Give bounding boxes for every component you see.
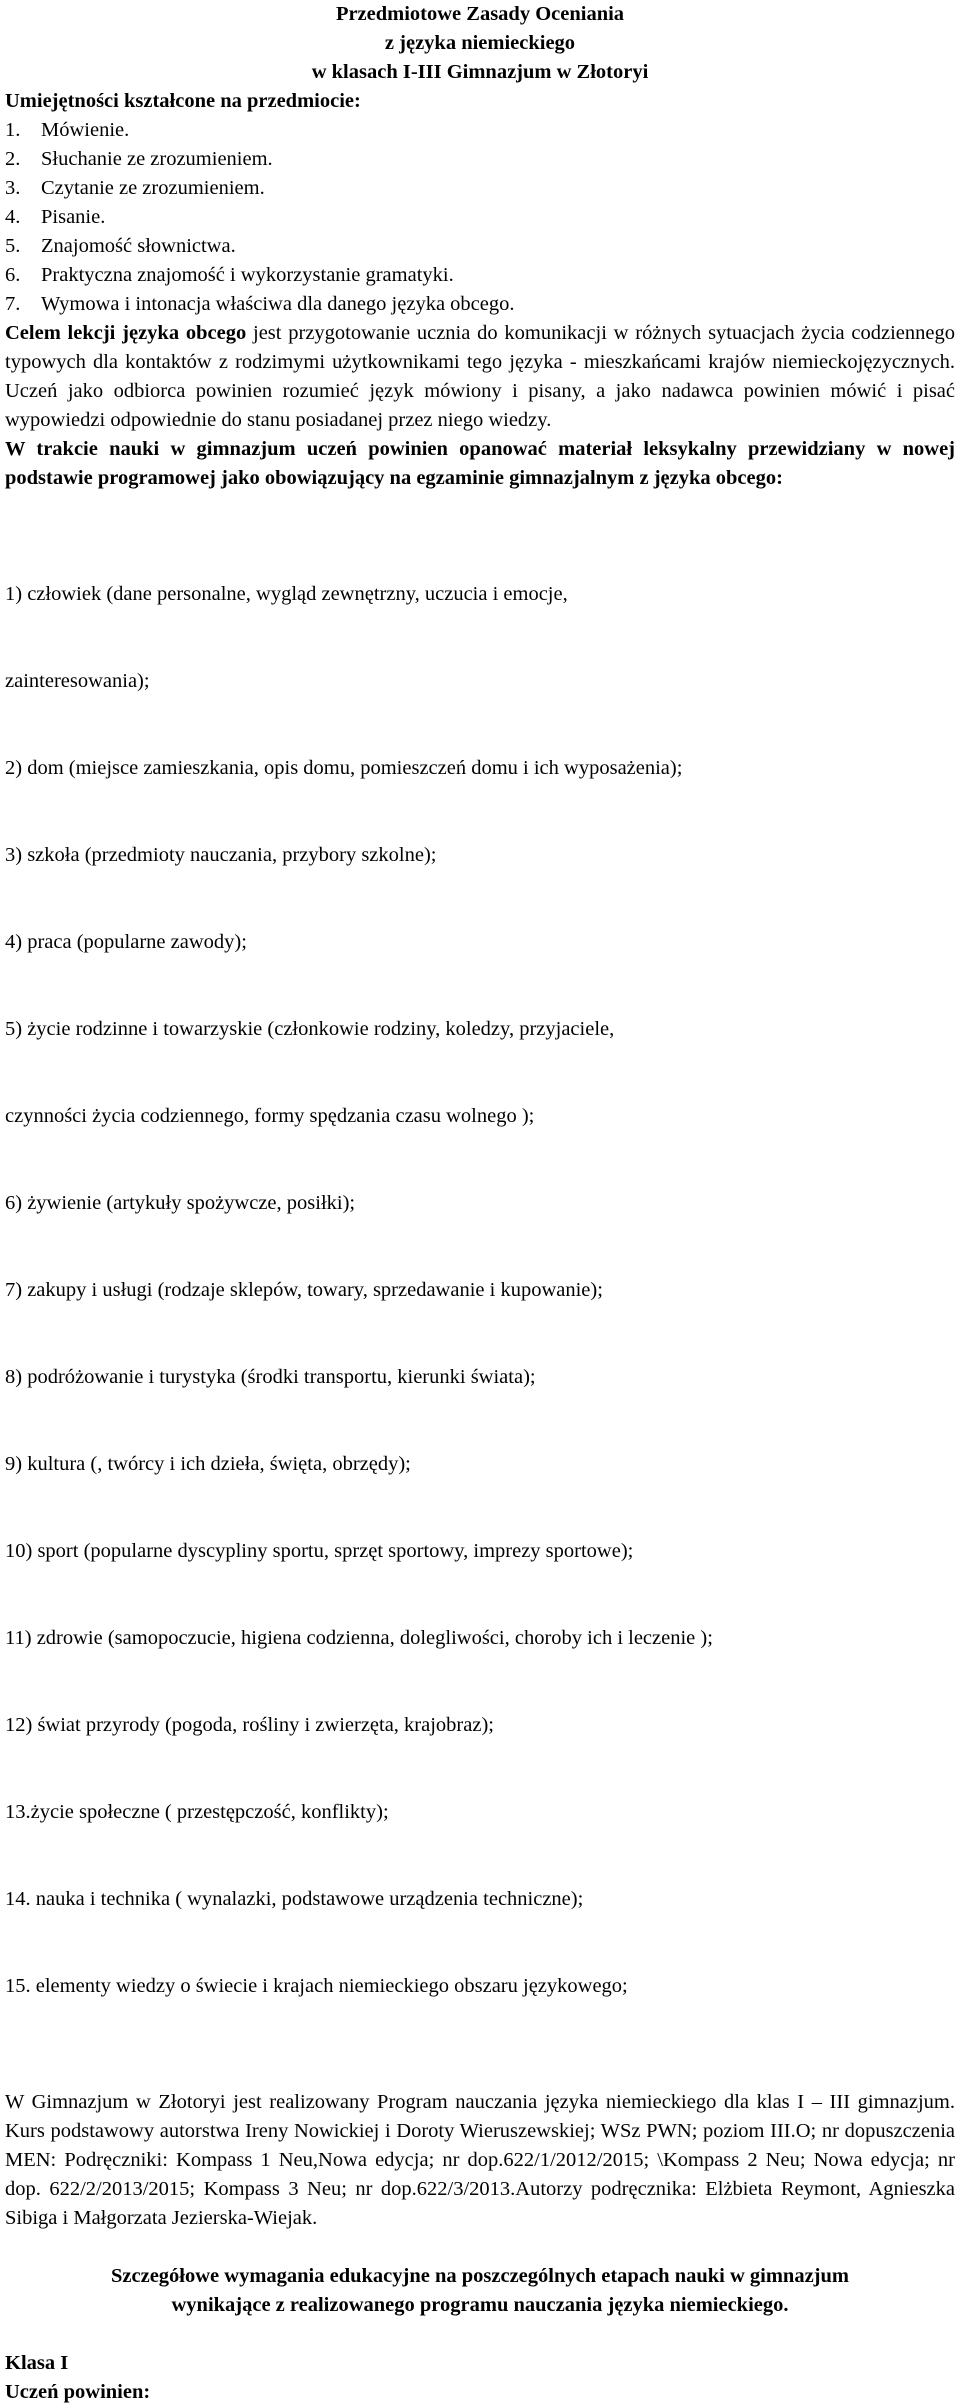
- document-page: [5, 0, 955, 2407]
- list-item: 13.życie społeczne ( przestępczość, konflikty);: [5, 1801, 389, 1823]
- list-item: 1) człowiek (dane personalne, wygląd zewnętrzny, uczucia i emocje,: [5, 583, 568, 605]
- skill-item: 6. Praktyczna znajomość i wykorzystanie gramatyki.: [5, 264, 454, 286]
- skill-item: 5. Znajomość słownictwa.: [5, 235, 236, 257]
- skill-item: 4. Pisanie.: [5, 206, 106, 228]
- class-label: Klasa I: [5, 2352, 69, 2374]
- skill-item: 7. Wymowa i intonacja właściwa dla danego języka obcego.: [5, 293, 515, 315]
- skills-list: [5, 116, 955, 319]
- skill-item: 1. Mówienie.: [5, 119, 130, 141]
- list-item: 12) świat przyrody (pogoda, rośliny i zwierzęta, krajobraz);: [5, 1714, 494, 1736]
- list-item: 3) szkoła (przedmioty nauczania, przybory szkolne);: [5, 844, 437, 866]
- topics-list: [5, 522, 955, 2059]
- title-line: Przedmiotowe Zasady Oceniania: [335, 3, 625, 25]
- list-item: 11) zdrowie (samopoczucie, higiena codzienna, dolegliwości, choroby ich i leczenie );: [5, 1627, 713, 1649]
- title-line: z języka niemieckiego: [384, 32, 576, 54]
- goal-paragraph: [5, 319, 955, 435]
- document-title: [5, 0, 955, 87]
- list-item: czynności życia codziennego, formy spędzania czasu wolnego );: [5, 1105, 535, 1127]
- list-item: 14. nauka i technika ( wynalazki, podstawowe urządzenia techniczne);: [5, 1888, 584, 1910]
- skills-heading: Umiejętności kształcone na przedmiocie:: [5, 90, 361, 112]
- student-should-label: Uczeń powinien:: [5, 2381, 151, 2403]
- list-item: 4) praca (popularne zawody);: [5, 931, 247, 953]
- lexis-intro: W trakcie nauki w gimnazjum uczeń powinien opanować materiał leksykalny przewidziany w nowej podstawie programowej jako obowiązujący na egzaminie gimnazjalnym z języka obcego:: [5, 438, 955, 489]
- goal-lead: Celem lekcji języka obcego: [5, 322, 247, 344]
- list-item: 2) dom (miejsce zamieszkania, opis domu, pomieszczeń domu i ich wyposażenia);: [5, 757, 683, 779]
- list-item: 10) sport (popularne dyscypliny sportu, sprzęt sportowy, imprezy sportowe);: [5, 1540, 634, 1562]
- list-item: 6) żywienie (artykuły spożywcze, posiłki);: [5, 1192, 356, 1214]
- requirements-line: wynikające z realizowanego programu nauczania języka niemieckiego.: [171, 2294, 789, 2316]
- program-paragraph: W Gimnazjum w Złotoryi jest realizowany Program nauczania języka niemieckiego dla klas I – III gimnazjum. Kurs podstawowy autorstwa Ireny Nowickiej i Doroty Wieruszewskiej; WSz PWN; poziom III.O; nr dopuszczenia MEN: Podręczniki: Kompass 1 Neu,Nowa edycja; nr dop.622/1/2012/2015; \Kompass 2 Neu; Nowa edycja; nr dop. 622/2/2013/2015; Kompass 3 Neu; nr dop.622/3/2013.Autorzy podręcznika: Elżbieta Reymont, Agnieszka Sibiga i Małgorzata Jezierska-Wiejak.: [5, 2091, 955, 2229]
- list-item: 15. elementy wiedzy o świecie i krajach niemieckiego obszaru językowego;: [5, 1975, 628, 1997]
- list-item: 8) podróżowanie i turystyka (środki transportu, kierunki świata);: [5, 1366, 536, 1388]
- title-line: w klasach I-III Gimnazjum w Złotoryi: [311, 61, 649, 83]
- list-item: 5) życie rodzinne i towarzyskie (członkowie rodziny, koledzy, przyjaciele,: [5, 1018, 615, 1040]
- list-item: zainteresowania);: [5, 670, 150, 692]
- list-item: 9) kultura (, twórcy i ich dzieła, święta, obrzędy);: [5, 1453, 411, 1475]
- requirements-line: Szczegółowe wymagania edukacyjne na poszczególnych etapach nauki w gimnazjum: [111, 2265, 849, 2287]
- requirements-heading: [5, 2262, 955, 2320]
- skill-item: 3. Czytanie ze zrozumieniem.: [5, 177, 265, 199]
- list-item: 7) zakupy i usługi (rodzaje sklepów, towary, sprzedawanie i kupowanie);: [5, 1279, 603, 1301]
- skill-item: 2. Słuchanie ze zrozumieniem.: [5, 148, 273, 170]
- goal-text: jest przygotowanie ucznia do komunikacji w różnych sytuacjach życia codziennego typowych dla kontaktów z rodzimymi użytkownikami tego języka - mieszkańcami krajów niemieckojęzycznych. Uczeń jako odbiorca powinien rozumieć język mówiony i pisany, a jako nadawca powinien mówić i pisać wypowiedzi odpowiednie do stanu posiadanej przez niego wiedzy.: [5, 322, 955, 431]
